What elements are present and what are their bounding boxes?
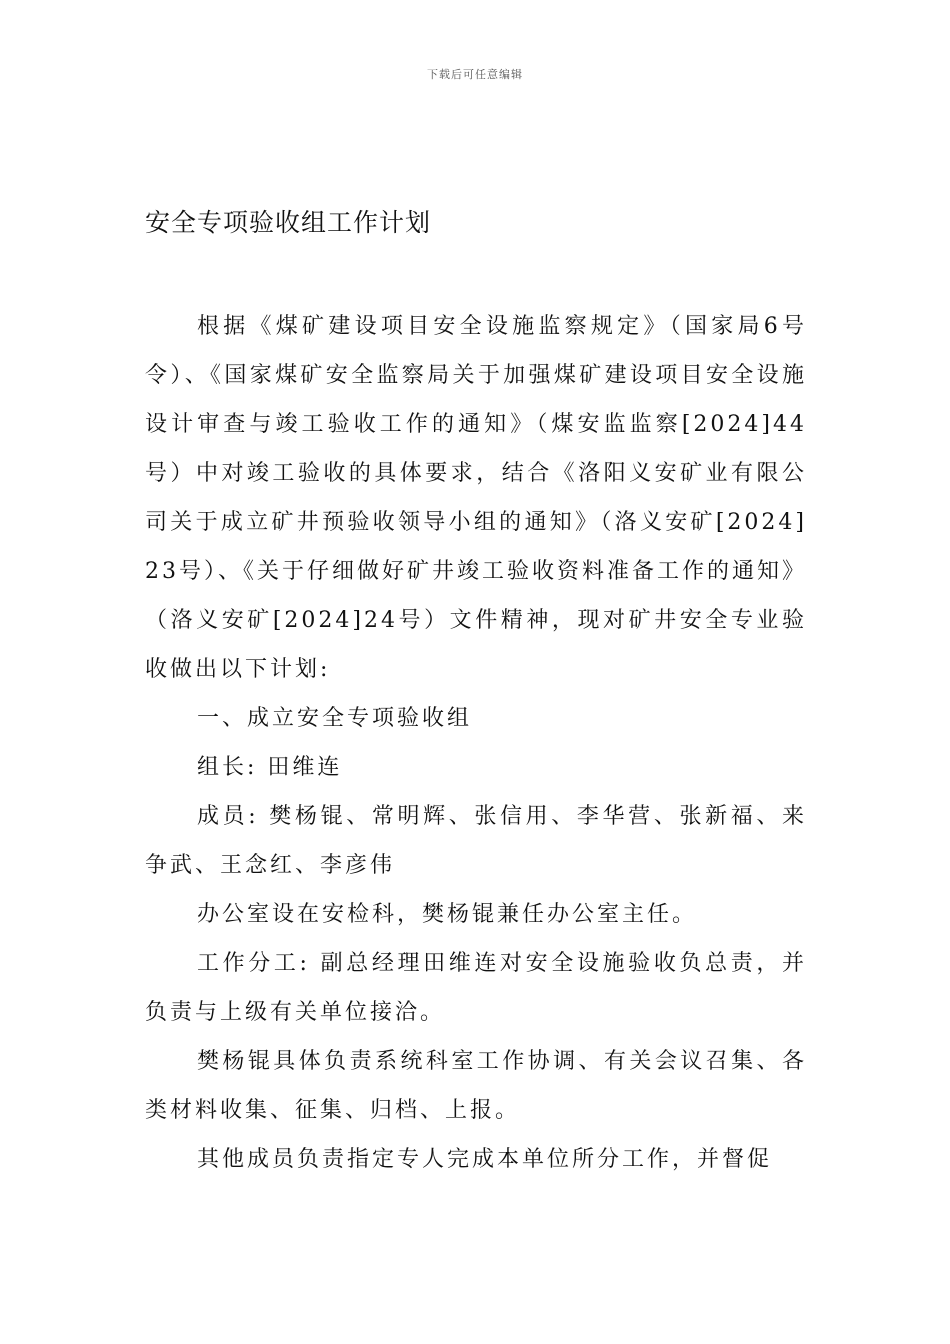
paragraph-division-of-work: 工作分工: 副总经理田维连对安全设施验收负总责，并负责与上级有关单位接洽。	[145, 951, 807, 1025]
paragraph-other-members: 其他成员负责指定专人完成本单位所分工作，并督促	[197, 1147, 773, 1172]
paragraph-members: 成员: 樊杨锟、常明辉、张信用、李华营、张新福、来争武、王念红、李彦伟	[145, 804, 807, 878]
document-body	[145, 302, 807, 1184]
paragraph-group-leader: 组长: 田维连	[197, 755, 343, 780]
page-header-note: 下载后可任意编辑	[427, 68, 523, 81]
paragraph-office: 办公室设在安检科，樊杨锟兼任办公室主任。	[197, 902, 698, 927]
paragraph-basis: 根据《煤矿建设项目安全设施监察规定》（国家局6号令）、《国家煤矿安全监察局关于加强煤矿建设项目安全设施设计审查与竣工验收工作的通知》（煤安监监察[2024]44号）中对竣工验收的具体要求，结合《洛阳义安矿业有限公司关于成立矿井预验收领导小组的通知》（洛义安矿[2024]23号）、《关于仔细做好矿井竣工验收资料准备工作的通知》（洛义安矿[2024]24号）文件精神，现对矿井安全专业验收做出以下计划:	[145, 314, 807, 682]
document-title: 安全专项验收组工作计划	[145, 208, 432, 237]
section-heading-establish-group: 一、成立安全专项验收组	[197, 706, 473, 731]
paragraph-coordination: 樊杨锟具体负责系统科室工作协调、有关会议召集、各类材料收集、征集、归档、上报。	[145, 1049, 807, 1123]
